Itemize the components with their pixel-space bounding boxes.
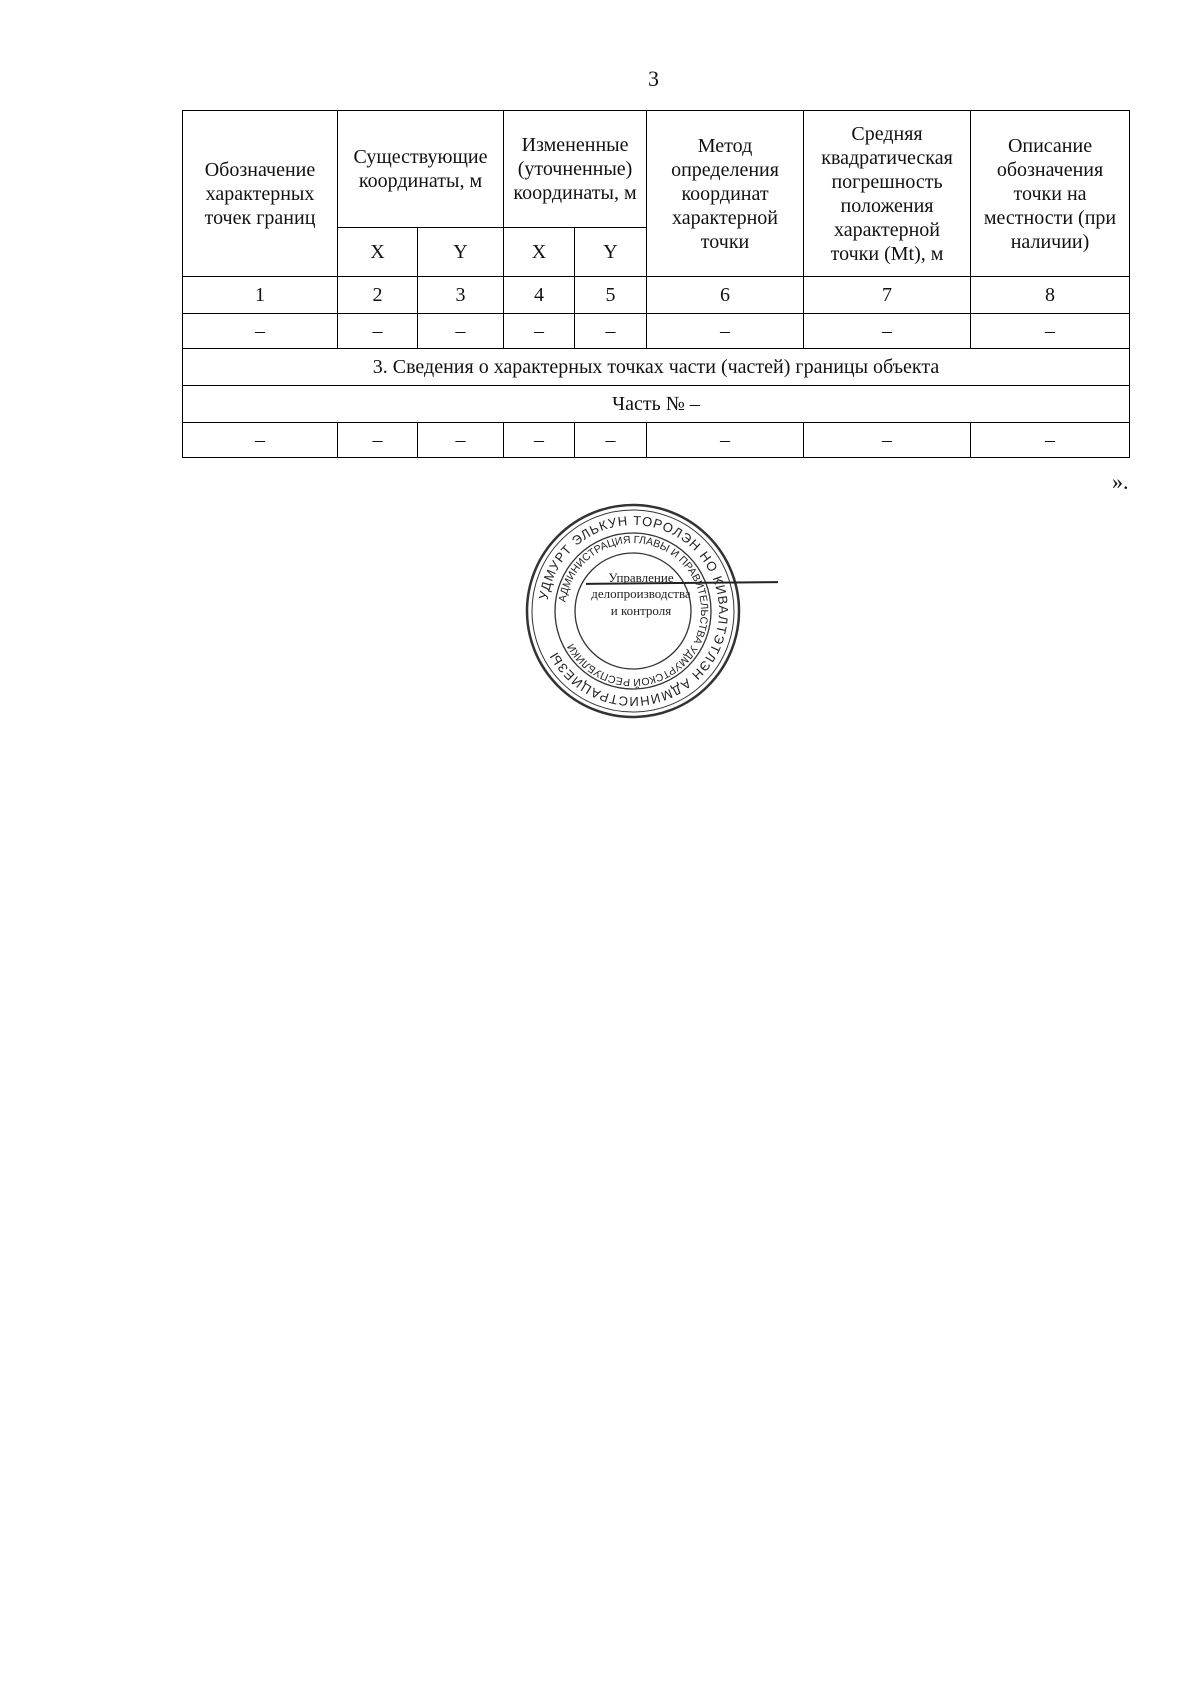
subheader-existing-y: Y (418, 228, 504, 277)
column-number: 8 (971, 277, 1130, 314)
subheader-changed-y: Y (575, 228, 647, 277)
table-cell: – (504, 314, 575, 349)
page-number: 3 (648, 66, 659, 91)
header-mean-error: Средняя квадратическая погрешность положения характерной точки (Mt), м (804, 111, 971, 277)
column-number: 6 (647, 277, 804, 314)
table-row (183, 314, 1130, 349)
subheader-changed-x: X (504, 228, 575, 277)
header-description: Описание обозначения точки на местности (при наличии) (971, 111, 1130, 277)
seal-center-line: Управление (608, 570, 674, 585)
header-point-designation: Обозначение характерных точек границ (183, 111, 338, 277)
subheader-existing-x: X (338, 228, 418, 277)
seal-center-line: и контроля (610, 602, 672, 618)
column-number: 1 (183, 277, 338, 314)
column-number: 2 (338, 277, 418, 314)
header-method: Метод определения координат характерной точки (647, 111, 804, 277)
table-cell: – (647, 423, 804, 458)
column-number: 7 (804, 277, 971, 314)
table-cell: – (804, 314, 971, 349)
section-title: 3. Сведения о характерных точках части (частей) границы объекта (183, 349, 1130, 386)
column-number: 4 (504, 277, 575, 314)
header-existing-coordinates: Существующие координаты, м (338, 111, 504, 228)
part-label: Часть № – (183, 386, 1130, 423)
seal-inner-text: АДМИНИСТРАЦИЯ ГЛАВЫ И ПРАВИТЕЛЬСТВА УДМУРТСКОЙ РЕСПУБЛИКИ (556, 533, 711, 689)
closing-quote: ». (1112, 469, 1129, 494)
table-cell: – (418, 423, 504, 458)
column-numbers-row (183, 277, 1130, 314)
table-cell: – (418, 314, 504, 349)
column-number: 5 (575, 277, 647, 314)
table-cell: – (804, 423, 971, 458)
table-cell: – (575, 314, 647, 349)
table-cell: – (183, 314, 338, 349)
coordinates-table (182, 110, 1130, 458)
table-cell: – (647, 314, 804, 349)
table-cell: – (504, 423, 575, 458)
table-cell: – (338, 314, 418, 349)
seal-center-text (586, 570, 696, 619)
table-cell: – (338, 423, 418, 458)
table-cell: – (183, 423, 338, 458)
table-row (183, 423, 1130, 458)
seal-outer-text: УДМУРТ ЭЛЬКУН ТОРОЛЭН НО КИВАЛТЭТЛЭН АДМИНИСТРАЦИЕЗЫ (535, 512, 732, 710)
table-cell: – (971, 314, 1130, 349)
column-number: 3 (418, 277, 504, 314)
table-cell: – (971, 423, 1130, 458)
seal-center-line: делопроизводства (591, 586, 691, 602)
header-changed-coordinates: Измененные (уточненные) координаты, м (504, 111, 647, 228)
table-cell: – (575, 423, 647, 458)
